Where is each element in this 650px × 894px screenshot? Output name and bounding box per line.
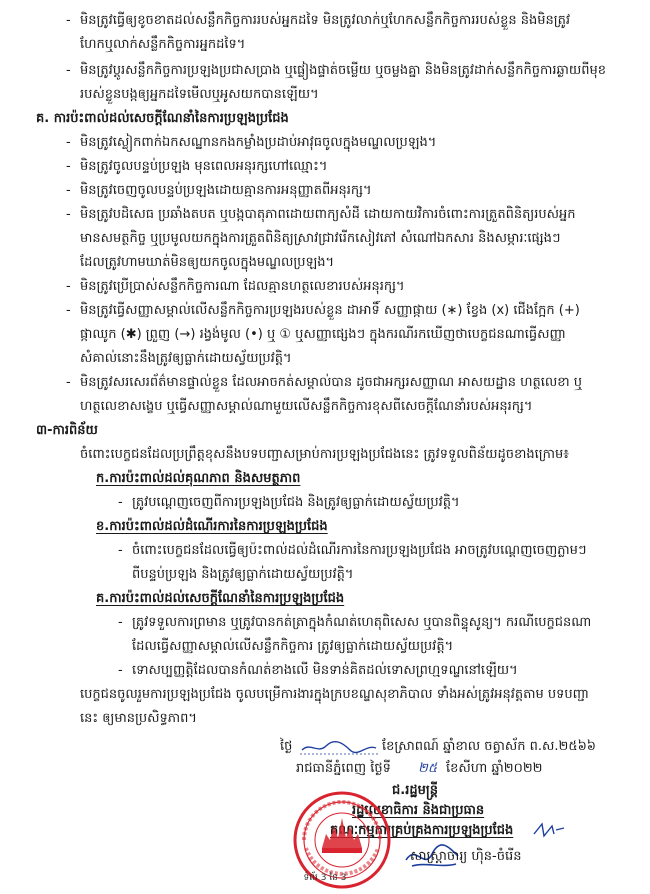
rule-line: មិនត្រូវធ្វើឲ្យខូចខាតដល់សន្លឹកកិច្ចការរបស់អ្នកដទៃ មិនត្រូវលាក់ឬហែកសន្លឹកកិច្ចការរបស់ខ្លួន និងមិនត្រូវ xyxy=(80,13,570,28)
body-line: បេក្ខជនចូលរួមការប្រឡងប្រជែង ចូលបម្រើការងារក្នុងក្របខណ្ឌសុខាភិបាល ទាំងអស់ត្រូវអនុវត្តតាម បទបញ្ជា xyxy=(80,687,589,702)
page-number: ទំព័រ 3 នៃ 3 xyxy=(303,873,347,883)
rule-line: មានសមត្ថកិច្ច ឬប្រមូលយកក្នុងការត្រួតពិនិត្យស្រាវជ្រាវរើកសៀវភៅ សំណៅឯកសារ និងសម្ភារៈផ្សេងៗ xyxy=(80,231,561,246)
bullet-dash: - xyxy=(66,135,71,150)
lunar-date-suffix: ខែស្រាពណ៍ ឆ្នាំខាល ចត្វាស័ក ព.ស.២៥៦៦ xyxy=(382,739,597,754)
rule-line: ត្រូវទទួលការព្រមាន ឬត្រូវបានកត់ត្រាក្នុងកំណត់ហេតុពិសេស ឬបានពិន្ទុសូន្យ។ ករណីបេក្ខជនណា xyxy=(132,615,592,630)
handwritten-date-mark xyxy=(300,738,378,756)
bullet-dash: - xyxy=(66,13,71,28)
rule-line: របស់ខ្លួនបង្កឲ្យអ្នកដទៃមើលឬអូសយកបានឡើយ។ xyxy=(80,87,319,102)
rule-line: មិនត្រូវប្រើប្រាស់សន្លឹកកិច្ចការណា ដែលគ្មានហត្ថលេខារបស់អនុរក្ស។ xyxy=(80,279,405,294)
bullet-dash: - xyxy=(118,495,123,510)
bullet-dash: - xyxy=(66,375,71,390)
body-line: នេះ ឲ្យមានប្រសិទ្ធភាព។ xyxy=(80,711,197,726)
rule-line: ចំពោះបេក្ខជនដែលធ្វើឲ្យប៉ះពាល់ដល់ដំណើរការនៃការប្រឡងប្រជែង អាចត្រូវបណ្តេញចេញភ្លាមៗ xyxy=(132,543,587,558)
rule-line: ពីបន្ទប់ប្រឡង និងត្រូវឲ្យធ្លាក់ដោយស្វ័យប្រវត្តិ។ xyxy=(132,567,354,582)
bullet-dash: - xyxy=(66,183,71,198)
body-line: ចំពោះបេក្ខជនដែលប្រព្រឹត្តខុសនឹងបទបញ្ជាសម្រាប់ការប្រឡងប្រជែងនេះ ត្រូវទទួលពិន័យដូចខាងក្រោម៖ xyxy=(80,447,569,462)
bullet-dash: - xyxy=(66,63,71,78)
rule-line: ដែលត្រូវហាមឃាត់មិនឲ្យយកចូលក្នុងមណ្ឌលប្រឡង។ xyxy=(80,255,335,270)
signatory-committee: គណៈកម្មការគ្រប់គ្រងការប្រឡងប្រជែង xyxy=(330,823,514,838)
handwritten-day: ២៥ xyxy=(418,761,438,776)
bullet-dash: - xyxy=(66,279,71,294)
lunar-date-prefix: ថ្ងៃ xyxy=(280,739,293,754)
rule-line: មិនត្រូវបដិសេធ ប្រឆាំងតបត ឬបង្កបាតុភាពដោយពាក្យសំដី ដោយកាយវិការចំពោះការត្រួតពិនិត្យរបស់អ្នក xyxy=(80,207,576,222)
sub-heading: គ.ការប៉ះពាល់ដល់សេចក្តីណែនាំនៃការប្រឡងប្រជែង xyxy=(96,591,345,606)
bullet-dash: - xyxy=(118,615,123,630)
rule-line: មិនត្រូវស្លៀកពាក់ឯកសណ្ឋានកងកម្លាំងប្រដាប់អាវុធចូលក្នុងមណ្ឌលប្រឡង។ xyxy=(80,135,437,150)
rule-line: មិនត្រូវសរសេរព័ត៌មានផ្ទាល់ខ្លួន ដែលអាចកត់សម្គាល់បាន ដូចជាអក្សរសញ្ញាណ អាសយដ្ឋាន ហត្ថលេខា ឬ xyxy=(80,375,583,390)
rule-line: ទោសប្បញ្ញត្តិដែលបានកំណត់ខាងលើ មិនទាន់គិតដល់ទោសព្រហ្មទណ្ឌនៅឡើយ។ xyxy=(132,663,518,678)
signatory-role: ជ.រដ្ឋមន្ត្រី xyxy=(392,783,438,798)
rule-line: ផ្កាឈូក (✱) ព្រួញ (→) រង្វង់មូល (•) ឬ ① ឬសញ្ញាផ្សេងៗ ក្នុងករណីរកឃើញថាបេក្ខជនណាធ្វើសញ្ញា xyxy=(80,327,566,342)
rule-line: មិនត្រូវប្តូរសន្លឹកកិច្ចការប្រឡងប្រជាសប្រាង ឬផ្លៀងផ្ទាត់ចម្លើយ ឬចម្លងគ្នា និងមិនត្រូវដាក់សន្លឹកកិច្ចការឆ្ងាយពីមុខ xyxy=(80,63,606,78)
signatory-title: រដ្ឋលេខាធិការ និងជាប្រធាន xyxy=(352,803,485,818)
bullet-dash: - xyxy=(118,543,123,558)
rule-line: មិនត្រូវធ្វើសញ្ញាសម្គាល់លើសន្លឹកកិច្ចការប្រឡងរបស់ខ្លួន ដាអាទិ៍ សញ្ញាផ្កាយ (∗) ខ្វែង (x) ជើងក្អែក (+) xyxy=(80,303,580,318)
sub-heading: ខ.ការប៉ះពាល់ដល់ដំណើរការនៃការប្រឡងប្រជែង xyxy=(96,519,328,534)
rule-line: ហែកឬលាក់សន្លឹកកិច្ចការអ្នកដទៃ។ xyxy=(80,37,246,52)
sub-heading: ក.ការប៉ះពាល់ដល់គុណភាព និងសមត្ថភាព xyxy=(96,471,301,486)
section-heading: គ. ការប៉ះពាល់ដល់សេចក្តីណែនាំនៃការប្រឡងប្រជែង xyxy=(36,111,289,126)
bullet-dash: - xyxy=(118,663,123,678)
rule-line: ហត្ថលេខាសង្ខេប ឬធ្វើសញ្ញាសម្គាល់ណាមួយលើសន្លឹកកិច្ចការខុសពីសេចក្តីណែនាំរបស់អនុរក្ស។ xyxy=(80,399,533,414)
section-heading: ៣-ការពិន័យ xyxy=(36,423,98,438)
signatory-name: សាស្ត្រាចារ្យ ហ៊ិន-ចំរើន xyxy=(410,849,522,864)
bullet-dash: - xyxy=(66,303,71,318)
rule-line: មិនត្រូវចេញចូលបន្ទប់ប្រឡងដោយគ្មានការអនុញ្ញាតពីអនុរក្ស។ xyxy=(80,183,372,198)
bullet-dash: - xyxy=(66,159,71,174)
solar-date-prefix: រាជធានីភ្នំពេញ ថ្ងៃទី xyxy=(296,761,391,776)
initials-mark xyxy=(532,820,566,840)
solar-date-suffix: ខែសីហា ឆ្នាំ២០២២ xyxy=(446,761,543,776)
rule-line: សំគាល់នោះនឹងត្រូវឲ្យធ្លាក់ដោយស្វ័យប្រវត្តិ។ xyxy=(80,351,292,366)
rule-line: ត្រូវបណ្តេញចេញពីការប្រឡងប្រជែង និងត្រូវឲ្យធ្លាក់ដោយស្វ័យប្រវត្តិ។ xyxy=(132,495,460,510)
rule-line: មិនត្រូវចូលបន្ទប់ប្រឡង មុនពេលអនុរក្សហៅឈ្មោះ។ xyxy=(80,159,328,174)
bullet-dash: - xyxy=(66,207,71,222)
rule-line: ដែលធ្វើសញ្ញាសម្គាល់លើសន្លឹកកិច្ចការ ត្រូវឲ្យធ្លាក់ដោយស្វ័យប្រវត្តិ។ xyxy=(132,639,454,654)
